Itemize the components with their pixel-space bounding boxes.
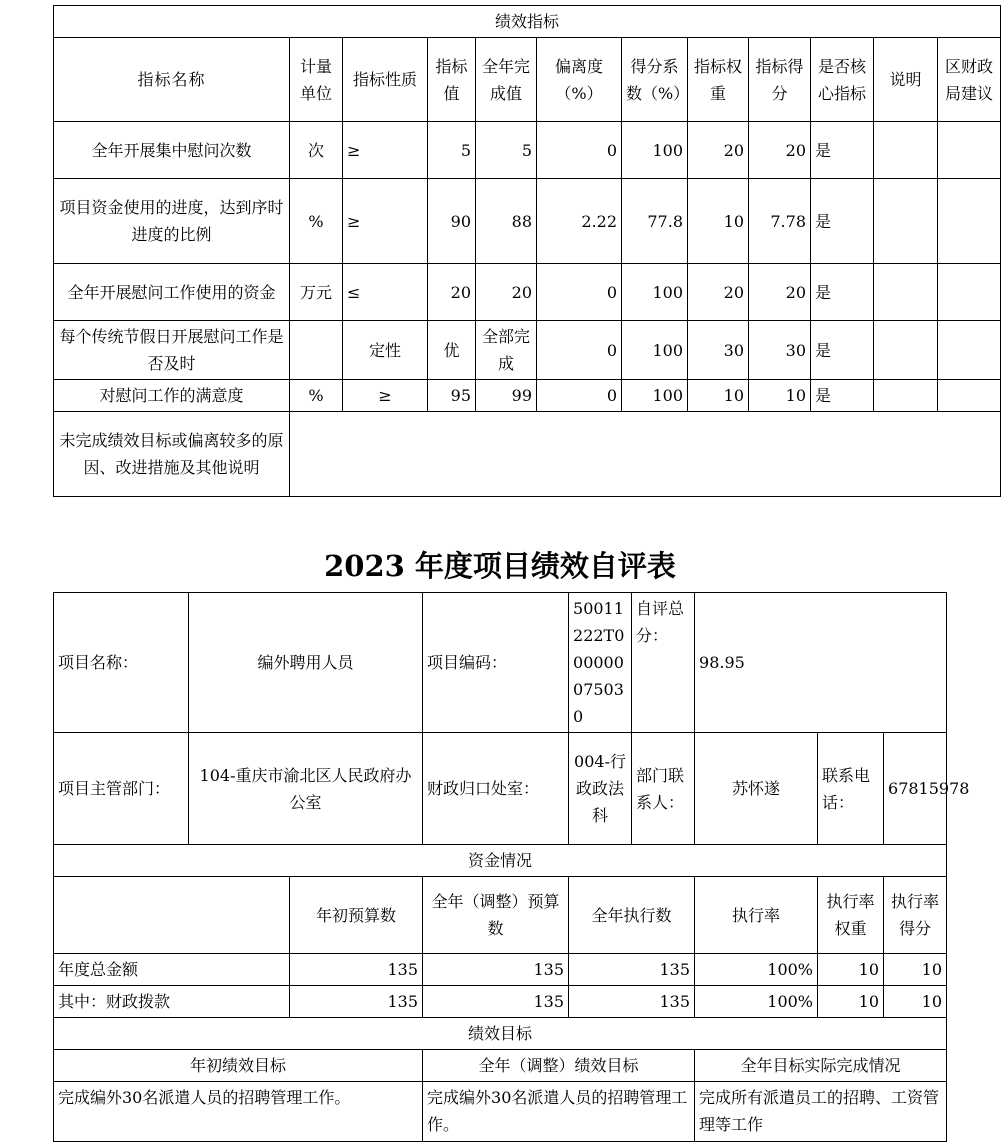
table-row bbox=[54, 122, 1001, 179]
score-coefficient: 100 bbox=[622, 321, 688, 380]
funds-row-label: 年度总金额 bbox=[54, 954, 290, 986]
target-value: 20 bbox=[428, 264, 476, 321]
self-evaluation-table bbox=[53, 592, 970, 1142]
table-row bbox=[54, 380, 1001, 412]
section-title: 绩效指标 bbox=[54, 6, 1001, 38]
finance-office-label: 财政归口处室： bbox=[423, 733, 569, 845]
header-cell: 全年完成值 bbox=[476, 38, 537, 122]
actual-value: 88 bbox=[476, 179, 537, 264]
indicator-name: 对慰问工作的满意度 bbox=[54, 380, 290, 412]
funds-value: 100% bbox=[695, 954, 818, 986]
header-cell: 指标得分 bbox=[749, 38, 811, 122]
note bbox=[874, 122, 938, 179]
funds-header-blank bbox=[54, 877, 290, 954]
indicator-name: 全年开展集中慰问次数 bbox=[54, 122, 290, 179]
header-cell: 区财政局建议 bbox=[938, 38, 1001, 122]
funds-value: 135 bbox=[423, 986, 569, 1018]
project-code-label: 项目编码： bbox=[423, 593, 569, 733]
weight: 10 bbox=[688, 380, 749, 412]
funds-row-label: 其中：财政拨款 bbox=[54, 986, 290, 1018]
score: 30 bbox=[749, 321, 811, 380]
unit: 万元 bbox=[290, 264, 343, 321]
goals-header: 全年（调整）绩效目标 bbox=[423, 1050, 695, 1082]
actual-value: 99 bbox=[476, 380, 537, 412]
is-core: 是 bbox=[811, 264, 874, 321]
goal-initial: 完成编外30名派遣人员的招聘管理工作。 bbox=[54, 1082, 423, 1142]
is-core: 是 bbox=[811, 179, 874, 264]
deviation: 2.22 bbox=[537, 179, 622, 264]
unit: % bbox=[290, 380, 343, 412]
funds-value: 10 bbox=[818, 954, 884, 986]
target-value: 5 bbox=[428, 122, 476, 179]
score: 10 bbox=[749, 380, 811, 412]
funds-header: 执行率 bbox=[695, 877, 818, 954]
is-core: 是 bbox=[811, 380, 874, 412]
actual-value: 全部完成 bbox=[476, 321, 537, 380]
deviation: 0 bbox=[537, 264, 622, 321]
weight: 30 bbox=[688, 321, 749, 380]
unit: 次 bbox=[290, 122, 343, 179]
funds-header: 全年（调整）预算数 bbox=[423, 877, 569, 954]
weight: 10 bbox=[688, 179, 749, 264]
table-row bbox=[54, 954, 947, 986]
score-coefficient: 100 bbox=[622, 380, 688, 412]
note bbox=[874, 264, 938, 321]
funds-title: 资金情况 bbox=[54, 845, 947, 877]
weight: 20 bbox=[688, 122, 749, 179]
funds-value: 10 bbox=[884, 954, 947, 986]
actual-value: 5 bbox=[476, 122, 537, 179]
goals-header: 年初绩效目标 bbox=[54, 1050, 423, 1082]
performance-indicators-table bbox=[53, 5, 1001, 497]
indicator-name: 全年开展慰问工作使用的资金 bbox=[54, 264, 290, 321]
unit: % bbox=[290, 179, 343, 264]
nature: ≤ bbox=[343, 264, 428, 321]
note bbox=[874, 179, 938, 264]
header-cell: 指标值 bbox=[428, 38, 476, 122]
weight: 20 bbox=[688, 264, 749, 321]
score-coefficient: 77.8 bbox=[622, 179, 688, 264]
funds-value: 135 bbox=[290, 986, 423, 1018]
project-code: 50011222T000000075030 bbox=[569, 593, 632, 733]
nature: ≥ bbox=[343, 179, 428, 264]
suggestion bbox=[938, 264, 1001, 321]
is-core: 是 bbox=[811, 321, 874, 380]
score: 7.78 bbox=[749, 179, 811, 264]
funds-value: 10 bbox=[818, 986, 884, 1018]
table-row bbox=[54, 1082, 947, 1142]
project-name-label: 项目名称： bbox=[54, 593, 189, 733]
funds-value: 135 bbox=[290, 954, 423, 986]
contact-label: 部门联系人： bbox=[632, 733, 695, 845]
reason-value bbox=[290, 412, 1001, 497]
header-cell: 指标名称 bbox=[54, 38, 290, 122]
table-row bbox=[54, 264, 1001, 321]
is-core: 是 bbox=[811, 122, 874, 179]
phone: 67815978 bbox=[884, 733, 947, 845]
suggestion bbox=[938, 380, 1001, 412]
target-value: 95 bbox=[428, 380, 476, 412]
deviation: 0 bbox=[537, 380, 622, 412]
suggestion bbox=[938, 321, 1001, 380]
target-value: 优 bbox=[428, 321, 476, 380]
deviation: 0 bbox=[537, 122, 622, 179]
header-cell: 得分系数（%） bbox=[622, 38, 688, 122]
funds-value: 10 bbox=[884, 986, 947, 1018]
funds-header: 执行率权重 bbox=[818, 877, 884, 954]
indicator-name: 每个传统节假日开展慰问工作是否及时 bbox=[54, 321, 290, 380]
header-cell: 是否核心指标 bbox=[811, 38, 874, 122]
funds-value: 135 bbox=[423, 954, 569, 986]
nature: ≥ bbox=[343, 122, 428, 179]
funds-header: 执行率得分 bbox=[884, 877, 947, 954]
header-cell: 偏离度（%） bbox=[537, 38, 622, 122]
indicator-name: 项目资金使用的进度，达到序时进度的比例 bbox=[54, 179, 290, 264]
target-value: 90 bbox=[428, 179, 476, 264]
project-name: 编外聘用人员 bbox=[189, 593, 423, 733]
header-cell: 说明 bbox=[874, 38, 938, 122]
header-cell: 计量单位 bbox=[290, 38, 343, 122]
score-coefficient: 100 bbox=[622, 122, 688, 179]
goals-header: 全年目标实际完成情况 bbox=[695, 1050, 947, 1082]
header-cell: 指标权重 bbox=[688, 38, 749, 122]
note bbox=[874, 380, 938, 412]
contact: 苏怀遂 bbox=[695, 733, 818, 845]
table-row bbox=[54, 179, 1001, 264]
deviation: 0 bbox=[537, 321, 622, 380]
funds-value: 135 bbox=[569, 954, 695, 986]
nature: ≥ bbox=[343, 380, 428, 412]
score: 20 bbox=[749, 122, 811, 179]
score-coefficient: 100 bbox=[622, 264, 688, 321]
funds-value: 135 bbox=[569, 986, 695, 1018]
self-score: 98.95 bbox=[695, 593, 947, 733]
actual-value: 20 bbox=[476, 264, 537, 321]
dept-label: 项目主管部门： bbox=[54, 733, 189, 845]
phone-label: 联系电话： bbox=[818, 733, 884, 845]
funds-header: 年初预算数 bbox=[290, 877, 423, 954]
suggestion bbox=[938, 179, 1001, 264]
funds-value: 100% bbox=[695, 986, 818, 1018]
goal-actual: 完成所有派遣员工的招聘、工资管理等工作 bbox=[695, 1082, 947, 1142]
funds-header: 全年执行数 bbox=[569, 877, 695, 954]
reason-label: 未完成绩效目标或偏离较多的原因、改进措施及其他说明 bbox=[54, 412, 290, 497]
nature: 定性 bbox=[343, 321, 428, 380]
finance-office: 004-行政政法科 bbox=[569, 733, 632, 845]
note bbox=[874, 321, 938, 380]
score: 20 bbox=[749, 264, 811, 321]
table-row bbox=[54, 986, 947, 1018]
dept: 104-重庆市渝北区人民政府办公室 bbox=[189, 733, 423, 845]
goals-title: 绩效目标 bbox=[54, 1018, 947, 1050]
goal-adjusted: 完成编外30名派遣人员的招聘管理工作。 bbox=[423, 1082, 695, 1142]
suggestion bbox=[938, 122, 1001, 179]
header-cell: 指标性质 bbox=[343, 38, 428, 122]
table-row bbox=[54, 321, 1001, 380]
self-score-label: 自评总分： bbox=[632, 593, 695, 733]
page-title: 2023 年度项目绩效自评表 bbox=[324, 549, 676, 583]
unit bbox=[290, 321, 343, 380]
